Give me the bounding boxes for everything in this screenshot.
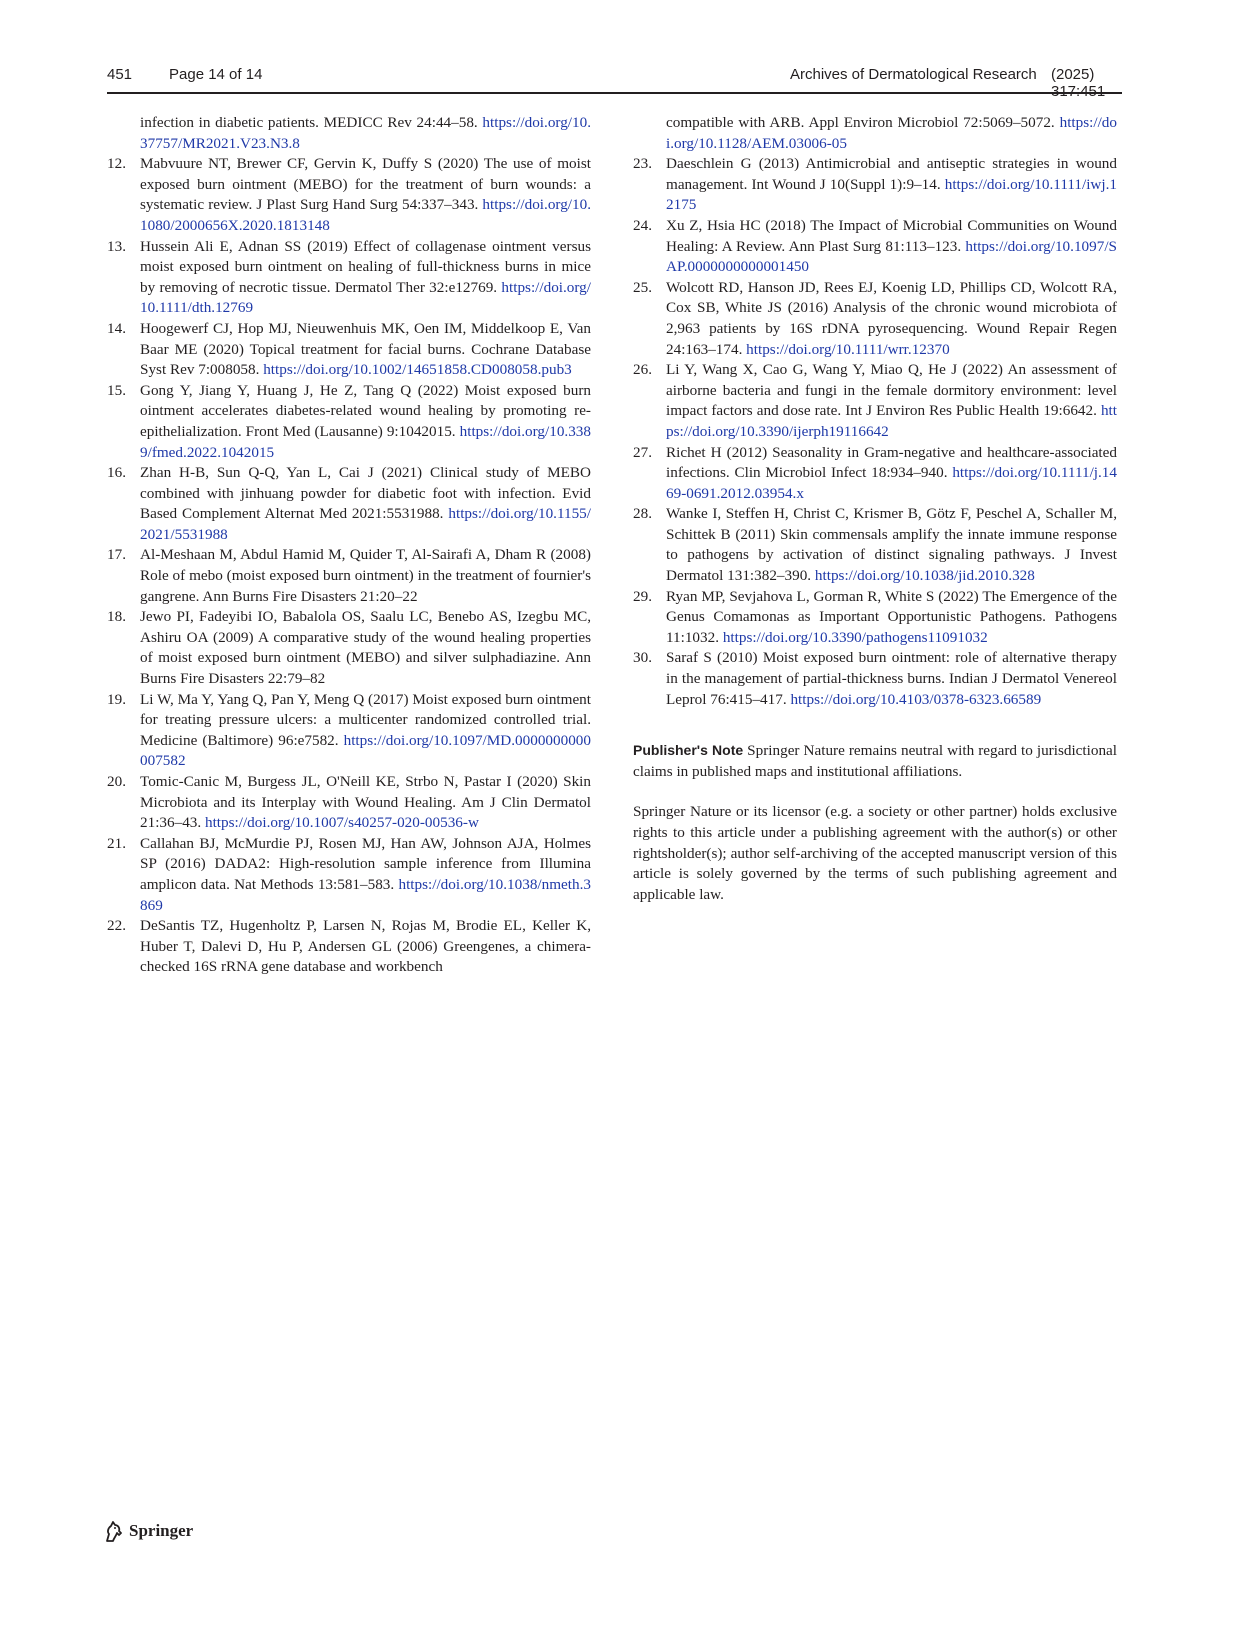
publishers-note-label: Publisher's Note: [633, 742, 744, 759]
reference-item: [633, 648, 1117, 710]
reference-number: 21.: [107, 834, 126, 852]
reference-text: Wanke I, Steffen H, Christ C, Krismer B, Götz F, Peschel A, Schaller M, Schittek B (2011) Skin commensals amplify the innate immune response to pathogens by activation of distinct signaling pathways. J Invest Dermatol 131:382–390.: [666, 505, 1117, 585]
reference-number: 13.: [107, 237, 126, 255]
publisher-footer: [104, 1519, 193, 1543]
reference-doi-link[interactable]: https://doi.org/10.3390/pathogens11091032: [722, 628, 988, 646]
reference-item: [107, 381, 591, 463]
reference-text: Li W, Ma Y, Yang Q, Pan Y, Meng Q (2017) Moist exposed burn ointment for treating pressure ulcers: a multicenter randomized controlled trial. Medicine (Baltimore) 96:e7582.: [140, 690, 591, 749]
reference-item: [633, 504, 1117, 586]
reference-text: Jewo PI, Fadeyibi IO, Babalola OS, Saalu LC, Benebo AS, Izegbu MC, Ashiru OA (2009) A comparative study of the wound healing properties of moist exposed burn ointment (MEBO) and silver sulphadiazine. Ann Burns Fire Disasters 22:79–82: [140, 608, 591, 688]
reference-doi-link[interactable]: https://doi.org/10.1111/iwj.12175: [666, 175, 1117, 214]
reference-item: [107, 916, 591, 978]
reference-number: 25.: [633, 278, 652, 296]
reference-number: 29.: [633, 587, 652, 605]
reference-list-right: [633, 113, 1117, 710]
reference-text: Xu Z, Hsia HC (2018) The Impact of Microbial Communities on Wound Healing: A Review. Ann Plast Surg 81:113–123.: [666, 216, 1117, 255]
journal-citation: (2025): [1051, 66, 1095, 83]
springer-horse-icon: [104, 1520, 124, 1542]
publishers-note: [633, 740, 1117, 782]
journal-title: Archives of Dermatological Research: [790, 66, 1037, 83]
reference-doi-link[interactable]: https://doi.org/10.1111/dth.12769: [140, 278, 591, 317]
reference-text: Richet H (2012) Seasonality in Gram-negative and healthcare-associated infections. Clin Microbiol Infect 18:934–940.: [666, 443, 1117, 482]
reference-doi-link[interactable]: https://doi.org/10.1007/s40257-020-00536-w: [204, 814, 479, 832]
reference-number: 24.: [633, 216, 652, 234]
reference-number: 20.: [107, 773, 126, 790]
reference-text: compatible with ARB. Appl Environ Microbiol 72:5069–5072.: [666, 114, 1060, 131]
reference-text: Ryan MP, Sevjahova L, Gorman R, White S (2022) The Emergence of the Genus Comamonas as Important Opportunistic Pathogens. Pathogens 11:1032.: [666, 587, 1117, 646]
reference-item: [633, 360, 1117, 442]
reference-number: 19.: [107, 690, 126, 708]
rights-statement: Springer Nature or its licensor (e.g. a society or other partner) holds exclusive rights to this article under a publishing agreement with the author(s) or other rightsholder(s); author self-archiving of the accepted manuscript version of this article is solely governed by the terms of such publishing agreement and applicable law.: [633, 803, 1117, 903]
reference-number: 15.: [107, 381, 126, 399]
reference-doi-link[interactable]: https://doi.org/10.1097/MD.0000000000007582: [140, 731, 591, 770]
header-rule: [107, 92, 1122, 94]
reference-number: 12.: [107, 155, 126, 173]
reference-text: Callahan BJ, McMurdie PJ, Rosen MJ, Han AW, Johnson AJA, Holmes SP (2016) DADA2: High-resolution sample inference from Illumina amplicon data. Nat Methods 13:581–583.: [140, 834, 591, 893]
reference-text: Al-Meshaan M, Abdul Hamid M, Quider T, Al-Sairafi A, Dham R (2008) Role of mebo (moist exposed burn ointment) in the treatment of fournier's gangrene. Ann Burns Fire Disasters 21:20–22: [140, 546, 591, 605]
reference-number: 16.: [107, 464, 126, 482]
reference-number: 17.: [107, 546, 126, 564]
references-right-column: [633, 113, 1117, 905]
reference-item: [633, 587, 1117, 649]
reference-doi-link[interactable]: https://doi.org/10.1097/SAP.0000000000001450: [666, 237, 1117, 276]
reference-item: [107, 690, 591, 772]
reference-doi-link[interactable]: https://doi.org/10.37757/MR2021.V23.N3.8: [140, 114, 591, 152]
reference-doi-link[interactable]: https://doi.org/10.1111/j.1469-0691.2012.03954.x: [666, 464, 1117, 502]
reference-item: [633, 443, 1117, 505]
reference-number: 18.: [107, 608, 126, 626]
reference-number: 26.: [633, 361, 652, 379]
reference-doi-link[interactable]: https://doi.org/10.3390/ijerph19116642: [666, 402, 1117, 440]
page-label: Page 14 of 14: [169, 66, 263, 83]
reference-text: Li Y, Wang X, Cao G, Wang Y, Miao Q, He J (2022) An assessment of airborne bacteria and fungi in the female dormitory environment: level impact factors and dose rate. Int J Environ Res Public Health 19:6642.: [666, 361, 1117, 420]
reference-doi-link[interactable]: https://doi.org/10.4103/0378-6323.66589: [790, 690, 1042, 708]
references-left-column: [107, 113, 591, 978]
reference-doi-link[interactable]: https://doi.org/10.1080/2000656X.2020.1813148: [140, 196, 591, 234]
reference-number: 27.: [633, 443, 652, 461]
reference-item: [633, 154, 1117, 216]
reference-item: [107, 237, 591, 319]
reference-number: 28.: [633, 505, 652, 523]
reference-text: Zhan H-B, Sun Q-Q, Yan L, Cai J (2021) Clinical study of MEBO combined with jinhuang powder for diabetic foot with infection. Evid Based Complement Alternat Med 2021:5531988.: [140, 464, 591, 523]
reference-number: 22.: [107, 917, 126, 935]
reference-item: [633, 113, 1117, 154]
reference-number: 23.: [633, 155, 652, 173]
reference-text: DeSantis TZ, Hugenholtz P, Larsen N, Rojas M, Brodie EL, Keller K, Huber T, Dalevi D, Hu P, Andersen GL (2006) Greengenes, a chimera-checked 16S rRNA gene database and workbench: [140, 917, 591, 976]
publisher-name: Springer: [129, 1521, 194, 1540]
reference-item: [107, 834, 591, 916]
publishers-note-text: Springer Nature remains neutral with regard to jurisdictional claims in published maps and institutional affiliations.: [633, 742, 1117, 780]
reference-item: [107, 319, 591, 381]
reference-item: [107, 545, 591, 607]
reference-text: Wolcott RD, Hanson JD, Rees EJ, Koenig LD, Phillips CD, Wolcott RA, Cox SB, White JS (2016) Analysis of the chronic wound microbiota of 2,963 patients by 16S rDNA pyrosequencing. Wound Repair Regen 24:163–174.: [666, 278, 1117, 358]
reference-text: Daeschlein G (2013) Antimicrobial and antiseptic strategies in wound management. Int Wound J 10(Suppl 1):9–14.: [666, 155, 1117, 193]
reference-item: [107, 154, 591, 236]
reference-item: [107, 463, 591, 545]
reference-item: [107, 607, 591, 689]
reference-item: [633, 278, 1117, 360]
reference-text: Hussein Ali E, Adnan SS (2019) Effect of collagenase ointment versus moist exposed burn ointment on healing of full-thickness burns in mice by removing of necrotic tissue. Dermatol Ther 32:e12769.: [140, 237, 591, 296]
reference-doi-link[interactable]: https://doi.org/10.1038/nmeth.3869: [140, 875, 591, 914]
reference-item: [107, 113, 591, 154]
running-header: [107, 66, 1122, 88]
reference-doi-link[interactable]: https://doi.org/10.1111/wrr.12370: [746, 340, 950, 358]
reference-doi-link[interactable]: https://doi.org/10.1128/AEM.03006-05: [666, 114, 1117, 152]
article-number: 451: [107, 66, 133, 83]
reference-text: Tomic-Canic M, Burgess JL, O'Neill KE, Strbo N, Pastar I (2020) Skin Microbiota and its Interplay with Wound Healing. Am J Clin Dermatol 21:36–43.: [140, 773, 591, 832]
reference-text: infection in diabetic patients. MEDICC Rev 24:44–58.: [140, 114, 483, 131]
reference-number: 14.: [107, 319, 126, 337]
reference-doi-link[interactable]: https://doi.org/10.3389/fmed.2022.1042015: [140, 422, 591, 461]
reference-text: Mabvuure NT, Brewer CF, Gervin K, Duffy S (2020) The use of moist exposed burn ointment (MEBO) for the treatment of burn wounds: a systematic review. J Plast Surg Hand Surg 54:337–343.: [140, 155, 591, 214]
reference-doi-link[interactable]: https://doi.org/10.1038/jid.2010.328: [814, 567, 1035, 585]
reference-doi-link[interactable]: https://doi.org/10.1155/2021/5531988: [140, 505, 591, 543]
reference-item: [107, 772, 591, 834]
reference-text: Gong Y, Jiang Y, Huang J, He Z, Tang Q (2022) Moist exposed burn ointment accelerates diabetes-related wound healing by promoting re-epithelialization. Front Med (Lausanne) 9:1042015.: [140, 381, 591, 440]
reference-item: [633, 216, 1117, 278]
reference-doi-link[interactable]: https://doi.org/10.1002/14651858.CD008058.pub3: [263, 361, 572, 379]
reference-text: Saraf S (2010) Moist exposed burn ointment: role of alternative therapy in the management of partial-thickness burns. Indian J Dermatol Venereol Leprol 76:415–417.: [666, 649, 1117, 708]
reference-text: Hoogewerf CJ, Hop MJ, Nieuwenhuis MK, Oen IM, Middelkoop E, Van Baar ME (2020) Topical treatment for facial burns. Cochrane Database Syst Rev 7:008058.: [140, 319, 591, 379]
reference-number: 30.: [633, 649, 652, 667]
